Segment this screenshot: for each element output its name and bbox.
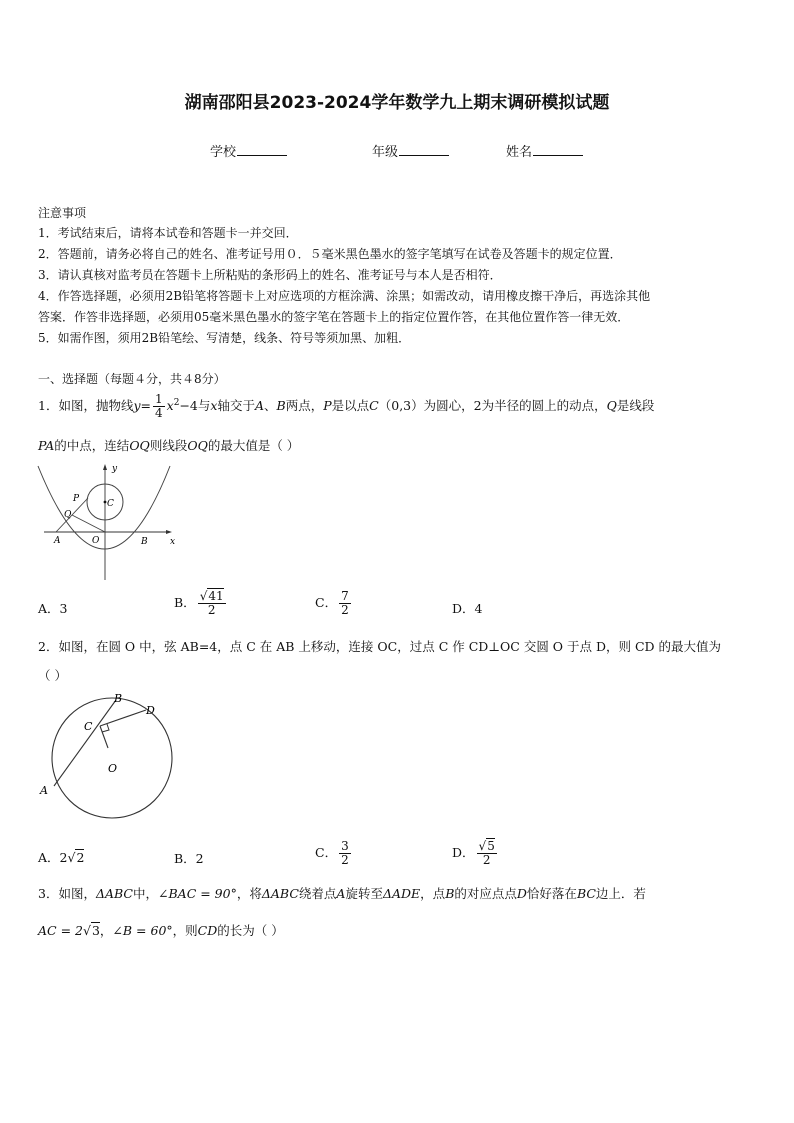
q1-math: Q	[606, 398, 617, 413]
label-y: y	[112, 464, 118, 474]
q1-text: （0,3）为圆心，2为半径的圆上的动点，	[378, 398, 607, 413]
q3-text: 边上．若	[595, 886, 646, 901]
q1-option-a: A．3	[38, 601, 68, 616]
q3-text: 恰好落在	[526, 886, 577, 901]
q1-text: 的最大值是（ ）	[207, 438, 300, 453]
q2-option-c-den: 2	[341, 853, 349, 867]
note-item: 2．答题前，请务必将自己的姓名、准考证号用０．５毫米黑色墨水的签字笔填写在试卷及答题卡的规定位置．	[38, 247, 622, 261]
q1-option-b-num: √41	[199, 589, 224, 603]
q2-option-d-radicand: 5	[487, 839, 495, 853]
note-item: 4．作答选择题，必须用2B铅笔将答题卡上对应选项的方框涂满、涂黑；如需改动，请用橡皮擦干净后，再选涂其他	[38, 289, 651, 303]
label-q: Q	[64, 510, 72, 520]
q1-math: B	[276, 398, 286, 413]
note-item: 1．考试结束后，请将本试卷和答题卡一并交回．	[38, 226, 298, 240]
q3-math: CD	[197, 923, 218, 938]
q2-option-d-den: 2	[482, 853, 491, 867]
q3-text: ，则	[172, 923, 198, 938]
q3-text: ，将	[236, 886, 262, 901]
q3-math: D	[516, 886, 527, 901]
q1-option-c-fraction	[339, 590, 351, 617]
label-p: P	[73, 494, 80, 504]
q3-math: AC = 2	[38, 923, 83, 938]
q1-text: 、	[264, 398, 277, 413]
q1-math: P	[323, 398, 332, 413]
q2-option-c-prefix: C．	[315, 845, 338, 860]
page-title: 湖南邵阳县2023-2024学年数学九上期末调研模拟试题	[184, 93, 610, 113]
q1-math: x	[166, 398, 174, 413]
q1-option-b-den: 2	[207, 603, 216, 617]
name-field	[506, 141, 583, 160]
q1-text: 轴交于	[217, 398, 255, 413]
q2-option-c	[315, 840, 353, 867]
q1-option-c	[315, 590, 353, 617]
q3-text: 的对应点点	[454, 886, 517, 901]
grade-label: 年级	[372, 145, 399, 160]
q1-math: x	[210, 398, 218, 413]
y-axis-arrow-icon	[103, 464, 107, 470]
q3-text: ，	[99, 923, 113, 938]
label-x: x	[170, 537, 176, 547]
q1-math: PA	[38, 438, 55, 453]
q2-option-b: B．2	[174, 851, 204, 866]
q1-math: C	[369, 398, 379, 413]
q1-parabola-figure	[30, 462, 180, 584]
name-blank	[533, 143, 583, 156]
q1-math: OQ	[129, 438, 150, 453]
q1-text: 与	[197, 398, 211, 413]
label-c: C	[84, 720, 93, 733]
q1-option-b	[174, 590, 228, 617]
q2-circle-figure	[36, 690, 176, 820]
label-a: A	[54, 536, 61, 546]
q3-text: 旋转至	[345, 886, 383, 901]
q1-frac-den: 4	[155, 406, 163, 420]
q3-radicand: 3	[91, 923, 100, 938]
q3-text: 的长为（ ）	[217, 923, 284, 938]
section-heading: 一、选择题（每题４分，共４8分）	[38, 372, 226, 386]
q2-option-d-prefix: D．	[452, 845, 475, 860]
name-label: 姓名	[506, 145, 533, 160]
question-2-line-1: 2．如图，在圆 O 中，弦 AB=4，点 C 在 AB 上移动，连接 OC，过点 C 作 CD⊥OC 交圆 O 于点 D，则 CD 的最大值为	[38, 639, 722, 654]
q2-option-a: A．2√2	[38, 850, 85, 865]
grade-field	[372, 141, 449, 160]
q3-math: ΔABC	[261, 886, 299, 901]
label-a: A	[40, 784, 48, 797]
question-2-line-2: （ ）	[38, 668, 67, 683]
q1-text: 两点，	[285, 398, 324, 413]
q1-exponent: 2	[173, 397, 180, 408]
q1-math: =	[140, 398, 152, 413]
grade-blank	[399, 143, 449, 156]
q1-text: 1．如图，抛物线	[38, 398, 134, 413]
q3-math: A	[336, 886, 346, 901]
q1-option-b-fraction	[198, 590, 226, 617]
note-item: 答案．作答非选择题，必须用05毫米黑色墨水的签字笔在答题卡上的指定位置作答，在其他位置作答一律无效．	[38, 310, 630, 324]
x-axis-arrow-icon	[166, 530, 172, 534]
q1-option-d: D．4	[452, 601, 483, 616]
segment-oq	[72, 515, 105, 532]
q2-option-c-fraction	[339, 840, 351, 867]
q3-math: B	[445, 886, 455, 901]
q1-text: 是线段	[616, 398, 655, 413]
q1-option-c-den: 2	[341, 603, 349, 617]
q1-math: OQ	[187, 438, 208, 453]
school-field	[210, 141, 287, 160]
q1-math: −4	[179, 398, 198, 413]
label-o: O	[92, 536, 100, 546]
q3-text: 绕着点	[298, 886, 337, 901]
q1-fraction	[153, 393, 165, 420]
point-c	[104, 501, 107, 504]
q1-option-c-prefix: C．	[315, 595, 338, 610]
label-b: B	[141, 537, 148, 547]
q2-option-d-num: √5	[478, 839, 495, 853]
q3-math: ΔADE	[382, 886, 421, 901]
note-item: 5．如需作图，须用2B铅笔绘、写清楚，线条、符号等须加黑、加粗．	[38, 331, 411, 345]
q1-option-c-num: 7	[341, 589, 349, 603]
q3-text: 3．如图，	[38, 886, 96, 901]
label-b: B	[114, 692, 123, 705]
q1-frac-num: 1	[155, 392, 163, 406]
q3-math: ∠BAC = 90°	[158, 886, 237, 901]
q1-option-b-radicand: 41	[208, 589, 224, 603]
q3-math: BC	[576, 886, 596, 901]
question-1-line-1	[38, 393, 654, 420]
q1-math: y	[133, 398, 141, 413]
question-3-line-1	[38, 884, 646, 902]
q2-option-d	[452, 840, 499, 867]
q2-option-a-radicand: 2	[76, 850, 85, 865]
school-blank	[237, 143, 287, 156]
q1-text: 则线段	[149, 438, 188, 453]
q1-text: 的中点，连结	[54, 438, 130, 453]
question-1-line-2	[38, 436, 299, 454]
question-3-line-2: AC = 2√3，∠B = 60°，则CD的长为（ ）	[38, 923, 284, 938]
q1-text: 是以点	[331, 398, 370, 413]
label-d: D	[146, 704, 155, 717]
q2-option-c-num: 3	[341, 839, 349, 853]
note-item: 3．请认真核对监考员在答题卡上所粘贴的条形码上的姓名、准考证号与本人是否相符．	[38, 268, 502, 282]
q1-math: A	[254, 398, 265, 413]
school-label: 学校	[210, 145, 237, 160]
notes-heading: 注意事项	[38, 206, 87, 220]
q3-math: ∠B = 60°	[112, 923, 173, 938]
q3-text: 中，	[133, 886, 159, 901]
q2-option-a-prefix: A．2	[38, 850, 68, 865]
q2-option-d-fraction	[477, 840, 497, 867]
q3-text: ，点	[420, 886, 446, 901]
segment-oc	[100, 726, 108, 748]
label-c: C	[107, 499, 114, 509]
q1-option-b-prefix: B．	[174, 595, 196, 610]
q3-math: ΔABC	[95, 886, 133, 901]
label-o: O	[108, 762, 118, 775]
